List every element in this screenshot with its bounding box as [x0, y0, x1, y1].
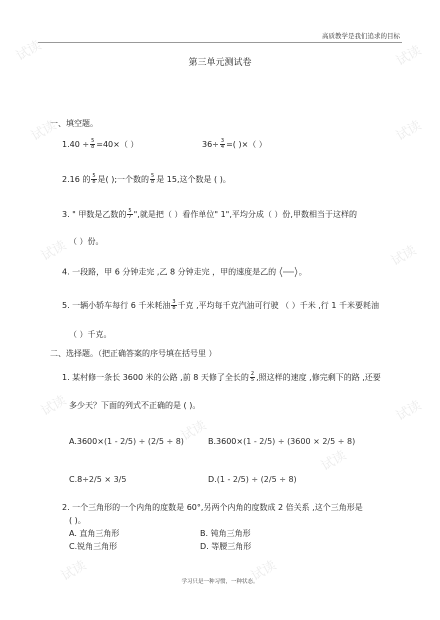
- fraction-denominator: 7: [128, 214, 132, 220]
- answer-bracket-fraction: [279, 265, 299, 279]
- question-1-1: [62, 139, 138, 150]
- q4-text-a: 4. 一段路，甲 6 分钟走完 ,乙 8 分钟走完 ，甲的速度是乙的: [62, 267, 277, 277]
- fraction-denominator: 8: [172, 305, 176, 311]
- option-a-formula: (1 - 2/5) ÷ (2/5 ÷ 8): [103, 437, 184, 446]
- fraction-denominator: 4: [220, 144, 225, 150]
- fraction-numerator: 3: [220, 138, 225, 144]
- watermark: 试读: [393, 118, 425, 145]
- question-2-2: 2. 一个三角形的一个内角的度数是 60°,另两个内角的度数成 2 倍关系 ,这个三角形是: [62, 503, 363, 512]
- q2-1-text-a: 1. 某村修一条长 3600 米的公路 ,前 8 天修了全长的: [62, 373, 249, 382]
- watermark: 试读: [393, 398, 425, 425]
- q1-text-c: 36÷: [202, 140, 219, 149]
- page-title: 第三单元测试卷: [188, 58, 252, 68]
- fraction-denominator: 5: [250, 377, 255, 383]
- fraction-denominator: 8: [151, 179, 155, 185]
- option-c-formula: 2/5 × 3/5: [88, 475, 127, 484]
- question-1-1b: [202, 139, 267, 150]
- question-1-3-line2: （ ）份。: [69, 237, 104, 246]
- option-d: D. 等腰三角形: [200, 542, 252, 551]
- q2-1-text-b: ,照这样的速度 ,修完剩下的路 ,还要: [256, 373, 381, 382]
- watermark: 试读: [13, 38, 45, 65]
- q5-text-a: 5. 一辆小轿车每行 6 千米耗油: [62, 301, 171, 310]
- watermark: 试读: [248, 558, 280, 585]
- option-b: [208, 437, 355, 447]
- header-divider: [38, 42, 402, 43]
- watermark: 试读: [38, 393, 70, 420]
- fraction: [127, 209, 132, 220]
- section1-heading: 一、填空题。: [50, 119, 98, 128]
- option-a: A. 直角三角形: [69, 529, 120, 538]
- fraction-numerator: 5: [128, 208, 132, 214]
- q3-text-b: ",就是把（ ）看作单位" 1",平均分成（ ）份,甲数相当于这样的: [133, 210, 357, 219]
- watermark: 试读: [388, 243, 420, 270]
- question-1-4: [62, 265, 307, 279]
- watermark: 试读: [58, 558, 90, 585]
- q4-text-tail: 。: [298, 267, 307, 277]
- watermark: 试读: [178, 418, 210, 445]
- fraction-numerator: 2: [250, 371, 255, 377]
- option-c-label: C.8÷: [69, 475, 89, 484]
- option-c: [69, 475, 126, 485]
- question-2-2-line2: ( )。: [69, 516, 86, 525]
- question-2-1: [62, 372, 381, 383]
- q2-text-b: 是( );一个数的: [97, 175, 150, 184]
- question-1-2: [62, 174, 231, 185]
- q3-text-a: 3. " 甲数是乙数的: [62, 210, 127, 219]
- fraction: [90, 139, 95, 150]
- footer-text: 学习只是一种习惯，一种状态。: [181, 579, 259, 585]
- q1-text-a: 1.40 ÷: [62, 140, 90, 149]
- watermark: 试读: [28, 118, 60, 145]
- option-b-formula: (1 - 2/5) ÷ (3600 × 2/5 ÷ 8): [243, 437, 356, 446]
- question-1-5: [62, 300, 379, 311]
- option-b: B. 钝角三角形: [200, 529, 251, 538]
- fraction-numerator: 5: [91, 138, 95, 144]
- q5-text-b: 千克 ,平均每千克汽油可行驶 （ ）千米 ,行 1 千米要耗油: [177, 301, 379, 310]
- fraction-numerator: 3: [172, 299, 176, 305]
- option-b-label: B.3600×: [208, 437, 244, 446]
- option-d-formula: (1 - 2/5) ÷ (2/5 ÷ 8): [216, 475, 297, 484]
- fraction: [250, 372, 255, 383]
- q1-text-b: =40×（ ）: [96, 140, 139, 149]
- q1-text-d: =( )×（ ）: [226, 140, 267, 149]
- q2-text-a: 2.16 的: [62, 175, 91, 184]
- watermark: 试读: [393, 43, 425, 70]
- option-a: [69, 437, 184, 447]
- question-2-1-line2: 多少天？下面的列式不正确的是 ( )。: [69, 401, 201, 410]
- section2-heading: 二、选择题。（把正确答案的序号填在括号里 ）: [50, 349, 217, 358]
- option-d-label: D.: [208, 475, 217, 484]
- fraction: [220, 139, 225, 150]
- fraction-numerator: 5: [92, 173, 96, 179]
- fraction: [150, 174, 155, 185]
- fraction-numerator: 5: [151, 173, 155, 179]
- question-1-5-line2: （ ）千克。: [69, 330, 112, 339]
- watermark: 试读: [38, 238, 70, 265]
- fraction-denominator: 8: [91, 144, 95, 150]
- option-c: C.锐角三角形: [69, 542, 118, 551]
- q2-text-c: 是 15,这个数是 ( )。: [156, 175, 231, 184]
- question-1-3: [62, 209, 357, 220]
- header-slogan: 高质教学是我们追求的目标: [322, 32, 400, 40]
- fraction-denominator: 8: [92, 179, 96, 185]
- option-a-label: A.3600×: [69, 437, 104, 446]
- watermark: 试读: [318, 448, 350, 475]
- fraction: [171, 300, 176, 311]
- option-d: [208, 475, 297, 485]
- fraction: [91, 174, 96, 185]
